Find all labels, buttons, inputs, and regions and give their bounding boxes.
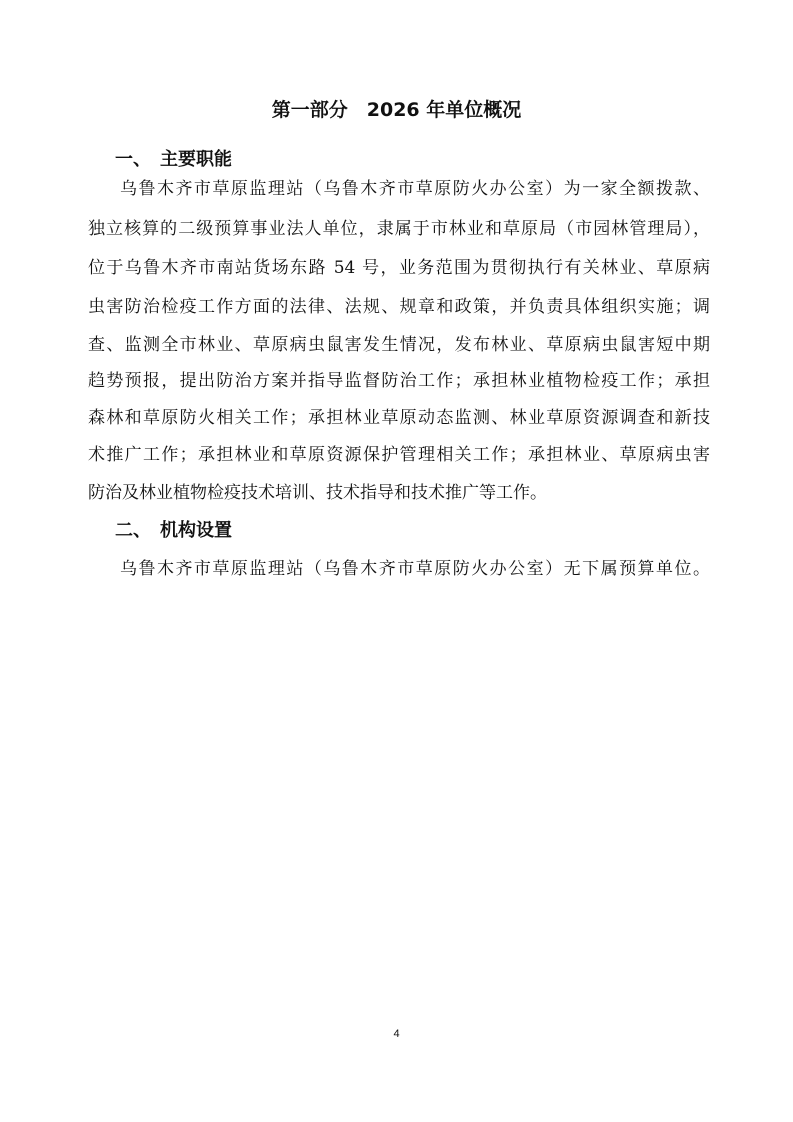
paragraph-line: 虫害防治检疫工作方面的法律、法规、规章和政策，并负责具体组织实施；调 [88,297,710,317]
section-heading-org-structure: 二、 机构设置 [115,520,232,541]
paragraph-line: 术推广工作；承担林业和草原资源保护管理相关工作；承担林业、草原病虫害 [88,445,710,465]
paragraph-line: 防治及林业植物检疫技术培训、技术指导和技术推广等工作。 [88,483,547,503]
paragraph-line: 乌鲁木齐市草原监理站（乌鲁木齐市草原防火办公室）无下属预算单位。 [120,559,710,579]
paragraph-line: 查、监测全市林业、草原病虫鼠害发生情况，发布林业、草原病虫鼠害短中期 [88,335,710,355]
section-heading-main-functions: 一、 主要职能 [115,149,232,170]
page-title: 第一部分 2026 年单位概况 [271,99,522,121]
paragraph-line: 乌鲁木齐市草原监理站（乌鲁木齐市草原防火办公室）为一家全额拨款、 [120,179,710,199]
paragraph-line: 位于乌鲁木齐市南站货场东路 54 号，业务范围为贯彻执行有关林业、草原病 [88,258,710,278]
paragraph-line: 独立核算的二级预算事业法人单位，隶属于市林业和草原局（市园林管理局）， [88,219,710,239]
paragraph-line: 森林和草原防火相关工作；承担林业草原动态监测、林业草原资源调查和新技 [88,408,710,428]
page-number: 4 [393,1028,400,1040]
paragraph-line: 趋势预报，提出防治方案并指导监督防治工作；承担林业植物检疫工作；承担 [88,371,710,391]
